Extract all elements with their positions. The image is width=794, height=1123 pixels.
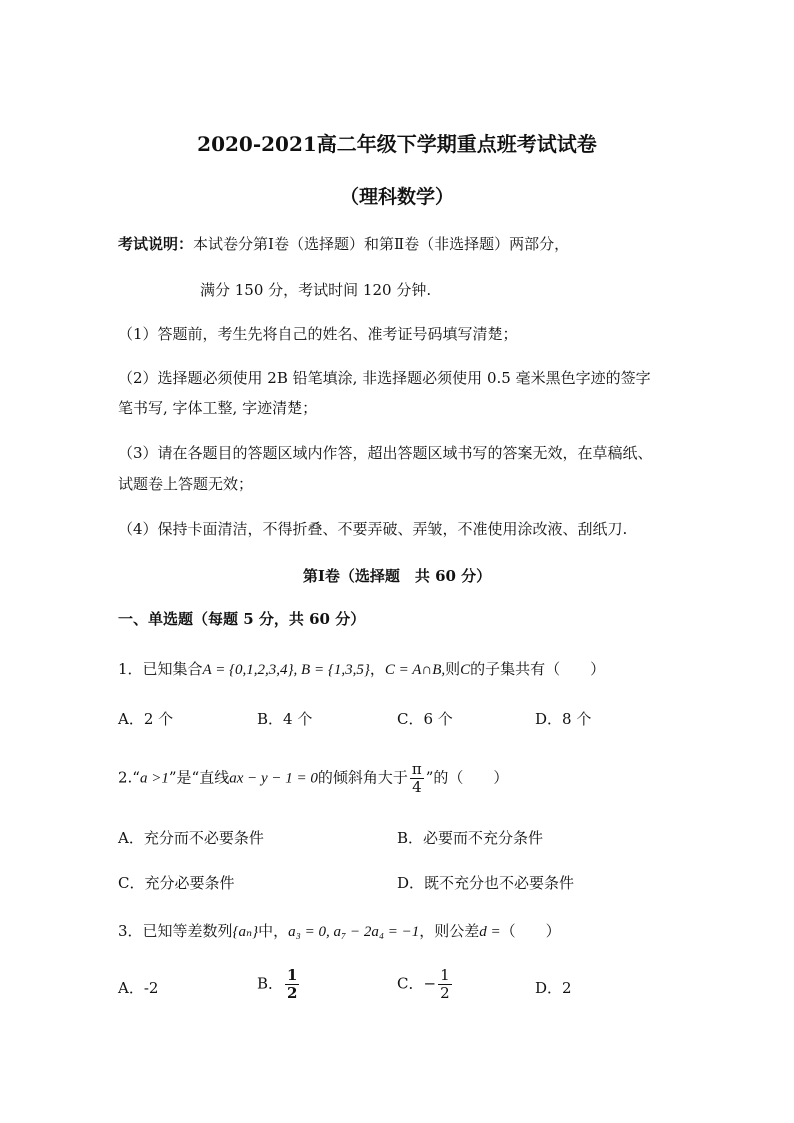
q3-text2: ，则公差 <box>419 922 480 940</box>
q2-frac-num: π <box>411 760 422 778</box>
q1-option-b: B．4 个 <box>257 710 313 728</box>
q2-fraction <box>410 762 424 795</box>
instruction-item-2: （2）选择题必须使用 2B 铅笔填涂, 非选择题必须使用 0.5 毫米黑色字迹的签字 <box>118 369 651 387</box>
q3-c-sign: − <box>423 974 437 993</box>
instructions-score: 满分 150 分，考试时间 120 分钟. <box>200 281 432 299</box>
instruction-item-3-cont: 试题卷上答题无效； <box>118 475 254 493</box>
q3-option-d: D．2 <box>535 979 572 997</box>
q3-option-c <box>397 968 454 1001</box>
q2-option-a: A．充分而不必要条件 <box>118 829 264 847</box>
q1-stem-end: 的子集共有（ ） <box>470 660 606 678</box>
q3-option-c-fraction <box>438 968 452 1001</box>
instruction-item-2-cont: 笔书写, 字体工整, 字迹清楚； <box>118 399 318 417</box>
q1-sets: A = {0,1,2,3,4}, B = {1,3,5} <box>202 662 370 678</box>
q3-c-den: 2 <box>440 984 450 1002</box>
q3-number: 3．已知等差数列 <box>118 922 233 940</box>
instructions-text: 本试卷分第Ⅰ卷（选择题）和第Ⅱ卷（非选择题）两部分， <box>193 235 570 253</box>
q3-condition: a₃ = 0, a₇ − 2a₄ = −1 <box>288 924 420 940</box>
q2-number: 2.“ <box>118 768 140 787</box>
q1-set-c: C = A∩B, <box>384 662 446 678</box>
q3-option-a: A．-2 <box>118 979 159 997</box>
q2-condition: a >1 <box>139 770 169 787</box>
q3-stem-end: （ ） <box>500 922 561 940</box>
exam-subtitle: （理科数学） <box>339 186 454 208</box>
exam-title: 2020-2021高二年级下学期重点班考试试卷 <box>197 132 597 156</box>
q1-option-d: D．8 个 <box>535 710 592 728</box>
instruction-item-4: （4）保持卡面清洁，不得折叠、不要弄破、弄皱，不准使用涂改液、刮纸刀. <box>118 520 628 538</box>
q1-sep: ， <box>369 660 385 678</box>
section-heading: 第Ⅰ卷（选择题 共 60 分） <box>302 567 492 585</box>
q2-stem-end: ”的（ ） <box>425 768 509 787</box>
question-3 <box>118 920 561 941</box>
q1-option-a: A．2 个 <box>118 710 174 728</box>
q2-text: ”是“直线 <box>168 768 230 787</box>
q1-then: 则 <box>445 660 461 678</box>
q3-option-c-label: C． <box>397 974 424 993</box>
q2-line-eq: ax − y − 1 = 0 <box>229 770 318 787</box>
question-2 <box>118 762 508 795</box>
instruction-item-1: （1）答题前，考生先将自己的姓名、准考证号码填写清楚； <box>118 325 518 343</box>
q3-option-b-label: B． <box>257 974 284 993</box>
instructions-label: 考试说明： <box>118 235 194 253</box>
q3-option-b <box>257 968 301 1001</box>
q3-sequence: {aₙ} <box>232 924 259 940</box>
q3-b-num: 1 <box>287 966 298 984</box>
q1-number: 1．已知集合 <box>118 660 203 678</box>
q1-c: C <box>460 662 471 678</box>
q3-b-den: 2 <box>287 984 298 1002</box>
q2-frac-den: 4 <box>412 778 422 796</box>
instruction-item-3: （3）请在各题目的答题区域内作答，超出答题区域书写的答案无效，在草稿纸、 <box>118 444 653 462</box>
q3-d: d = <box>479 924 501 940</box>
q1-option-c: C．6 个 <box>397 710 453 728</box>
instructions-line <box>118 233 569 254</box>
question-1 <box>118 658 605 679</box>
q2-text2: 的倾斜角大于 <box>317 768 408 787</box>
part-heading: 一、单选题（每题 5 分，共 60 分） <box>118 610 366 628</box>
q2-option-d: D．既不充分也不必要条件 <box>397 874 575 892</box>
q3-c-num: 1 <box>440 966 450 984</box>
q2-option-c: C．充分必要条件 <box>118 874 235 892</box>
q2-option-b: B．必要而不充分条件 <box>397 829 544 847</box>
q3-text: 中， <box>258 922 289 940</box>
q3-option-b-fraction <box>285 968 299 1001</box>
